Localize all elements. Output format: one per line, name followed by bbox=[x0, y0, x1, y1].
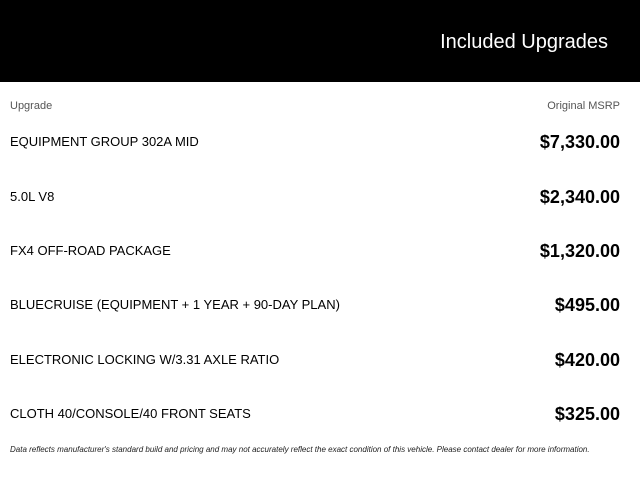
upgrade-price: $2,340.00 bbox=[539, 187, 620, 207]
upgrade-name: EQUIPMENT GROUP 302A MID bbox=[10, 134, 199, 149]
upgrade-price: $1,320.00 bbox=[539, 241, 620, 261]
page-title: Included Upgrades bbox=[440, 31, 608, 53]
header-bar bbox=[0, 0, 640, 82]
column-header-upgrade: Upgrade bbox=[10, 100, 53, 112]
upgrade-row bbox=[10, 290, 620, 320]
upgrade-row bbox=[10, 182, 620, 212]
upgrade-row bbox=[10, 236, 620, 266]
upgrade-row bbox=[10, 399, 620, 429]
disclaimer-text: Data reflects manufacturer's standard build and pricing and may not accurately reflect the exact condition of this vehicle. Please contact dealer for more information. bbox=[10, 445, 590, 454]
column-header-msrp: Original MSRP bbox=[547, 100, 620, 112]
upgrade-row bbox=[10, 127, 620, 157]
upgrade-price: $325.00 bbox=[554, 404, 620, 424]
upgrade-price: $420.00 bbox=[554, 350, 620, 370]
upgrade-price: $7,330.00 bbox=[539, 132, 620, 152]
upgrade-price: $495.00 bbox=[554, 295, 620, 315]
upgrade-row bbox=[10, 345, 620, 375]
upgrade-name: FX4 OFF-ROAD PACKAGE bbox=[10, 243, 171, 258]
upgrade-name: CLOTH 40/CONSOLE/40 FRONT SEATS bbox=[10, 406, 251, 421]
upgrade-name: ELECTRONIC LOCKING W/3.31 AXLE RATIO bbox=[10, 352, 280, 367]
upgrade-name: 5.0L V8 bbox=[10, 189, 55, 204]
upgrade-name: BLUECRUISE (EQUIPMENT + 1 YEAR + 90-DAY PLAN) bbox=[10, 297, 340, 312]
